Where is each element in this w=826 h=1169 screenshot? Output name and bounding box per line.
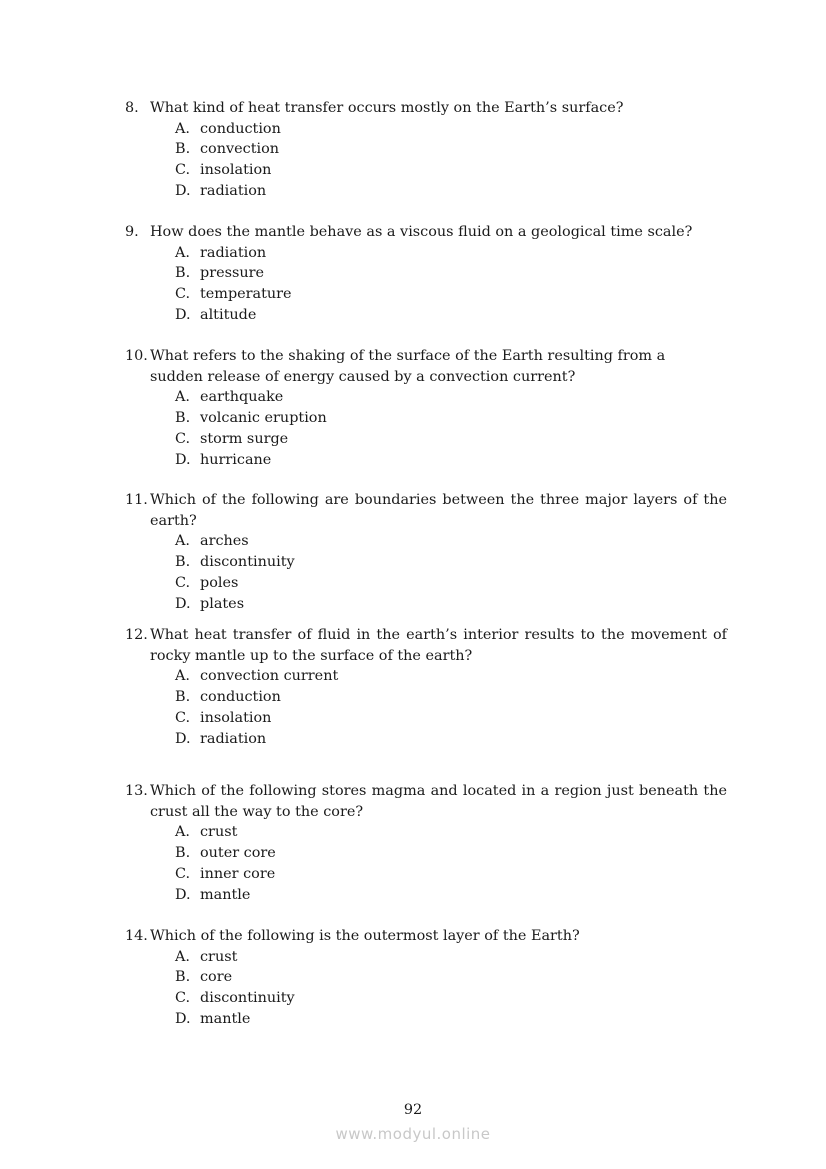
- choice-c: [175, 429, 727, 450]
- choice-text: insolation: [200, 162, 272, 179]
- question-8: [125, 98, 727, 202]
- choice-d: [175, 450, 727, 471]
- choice-letter: A.: [175, 824, 190, 841]
- choice-letter: B.: [175, 969, 191, 986]
- choice-a: [175, 387, 727, 408]
- question-13: [125, 781, 727, 905]
- choice-text: discontinuity: [200, 990, 295, 1007]
- choice-text: conduction: [200, 120, 281, 137]
- choice-text: inner core: [200, 865, 276, 882]
- choice-text: radiation: [200, 244, 267, 261]
- question-11: [125, 490, 727, 614]
- choice-letter: D.: [175, 886, 191, 903]
- choice-b: [175, 263, 727, 284]
- choice-text: discontinuity: [200, 554, 295, 571]
- choice-d: [175, 885, 727, 906]
- question-stem: [125, 926, 727, 947]
- choice-letter: B.: [175, 689, 191, 706]
- choice-b: [175, 687, 727, 708]
- choice-c: [175, 160, 727, 181]
- choice-b: [175, 408, 727, 429]
- choice-text: temperature: [200, 286, 292, 303]
- choice-text: conduction: [200, 689, 281, 706]
- choice-letter: A.: [175, 389, 190, 406]
- choice-b: [175, 967, 727, 988]
- question-10: [125, 346, 727, 470]
- question-number: 8.: [125, 100, 139, 116]
- question-stem: [125, 346, 727, 387]
- choice-text: mantle: [200, 886, 251, 903]
- question-stem: [125, 625, 727, 666]
- choice-letter: B.: [175, 410, 191, 427]
- choice-letter: B.: [175, 845, 191, 862]
- choice-letter: D.: [175, 451, 191, 468]
- choice-text: insolation: [200, 709, 272, 726]
- question-text: How does the mantle behave as a viscous fluid on a geological time scale?: [150, 224, 693, 240]
- question-text: Which of the following stores magma and located in a region just beneath the crust all the way to the core?: [150, 783, 727, 820]
- choice-text: outer core: [200, 845, 276, 862]
- choice-d: [175, 1009, 727, 1030]
- choice-letter: A.: [175, 948, 190, 965]
- choice-b: [175, 843, 727, 864]
- question-text: Which of the following is the outermost layer of the Earth?: [150, 928, 580, 944]
- choice-text: mantle: [200, 1010, 251, 1027]
- choice-text: volcanic eruption: [200, 410, 327, 427]
- question-number: 9.: [125, 224, 139, 240]
- choice-letter: C.: [175, 162, 191, 179]
- choice-list: [125, 947, 727, 1030]
- choice-list: [125, 387, 727, 470]
- choice-text: crust: [200, 948, 238, 965]
- choice-d: [175, 594, 727, 615]
- choice-a: [175, 119, 727, 140]
- choice-c: [175, 988, 727, 1009]
- choice-text: convection: [200, 141, 280, 158]
- choice-a: [175, 822, 727, 843]
- choice-letter: D.: [175, 595, 191, 612]
- choice-a: [175, 947, 727, 968]
- page-number: 92: [403, 1102, 423, 1118]
- question-stem: [125, 781, 727, 822]
- question-text: What heat transfer of fluid in the earth’s interior results to the movement of rocky mantle up to the surface of the earth?: [150, 627, 727, 664]
- choice-letter: B.: [175, 265, 191, 282]
- choice-letter: B.: [175, 554, 191, 571]
- choice-text: radiation: [200, 182, 267, 199]
- choice-a: [175, 666, 727, 687]
- choice-text: arches: [200, 533, 249, 550]
- question-9: [125, 222, 727, 326]
- choice-c: [175, 864, 727, 885]
- choice-list: [125, 666, 727, 749]
- choice-d: [175, 181, 727, 202]
- question-stem: [125, 490, 727, 531]
- question-number: 13.: [125, 783, 148, 799]
- choice-a: [175, 243, 727, 264]
- choice-letter: C.: [175, 990, 191, 1007]
- choice-text: poles: [200, 574, 239, 591]
- choice-text: radiation: [200, 730, 267, 747]
- choice-letter: A.: [175, 120, 190, 137]
- question-text: What refers to the shaking of the surface of the Earth resulting from a sudden release of energy caused by a convection current?: [150, 348, 666, 385]
- choice-letter: C.: [175, 709, 191, 726]
- question-number: 10.: [125, 348, 148, 364]
- question-text: Which of the following are boundaries between the three major layers of the earth?: [150, 492, 727, 529]
- choice-text: convection current: [200, 668, 339, 685]
- choice-text: hurricane: [200, 451, 272, 468]
- choice-text: storm surge: [200, 430, 289, 447]
- choice-c: [175, 708, 727, 729]
- choice-text: core: [200, 969, 233, 986]
- question-number: 12.: [125, 627, 148, 643]
- question-number: 14.: [125, 928, 148, 944]
- choice-b: [175, 552, 727, 573]
- choice-text: plates: [200, 595, 245, 612]
- choice-letter: B.: [175, 141, 191, 158]
- choice-letter: C.: [175, 430, 191, 447]
- choice-letter: D.: [175, 306, 191, 323]
- choice-d: [175, 729, 727, 750]
- question-14: [125, 926, 727, 1030]
- choice-letter: D.: [175, 730, 191, 747]
- watermark-url: www.modyul.online: [335, 1125, 491, 1143]
- choice-text: altitude: [200, 306, 257, 323]
- choice-letter: D.: [175, 182, 191, 199]
- choice-text: earthquake: [200, 389, 284, 406]
- choice-list: [125, 822, 727, 905]
- choice-list: [125, 531, 727, 614]
- choice-list: [125, 243, 727, 326]
- choice-d: [175, 305, 727, 326]
- choice-letter: C.: [175, 574, 191, 591]
- question-12: [125, 625, 727, 749]
- choice-list: [125, 119, 727, 202]
- choice-letter: C.: [175, 865, 191, 882]
- question-stem: [125, 222, 727, 243]
- choice-letter: A.: [175, 668, 190, 685]
- choice-text: pressure: [200, 265, 265, 282]
- choice-b: [175, 139, 727, 160]
- choice-a: [175, 531, 727, 552]
- choice-c: [175, 284, 727, 305]
- question-number: 11.: [125, 492, 148, 508]
- choice-c: [175, 573, 727, 594]
- choice-letter: C.: [175, 286, 191, 303]
- question-text: What kind of heat transfer occurs mostly on the Earth’s surface?: [150, 100, 624, 116]
- choice-text: crust: [200, 824, 238, 841]
- choice-letter: D.: [175, 1010, 191, 1027]
- question-stem: [125, 98, 727, 119]
- choice-letter: A.: [175, 244, 190, 261]
- choice-letter: A.: [175, 533, 190, 550]
